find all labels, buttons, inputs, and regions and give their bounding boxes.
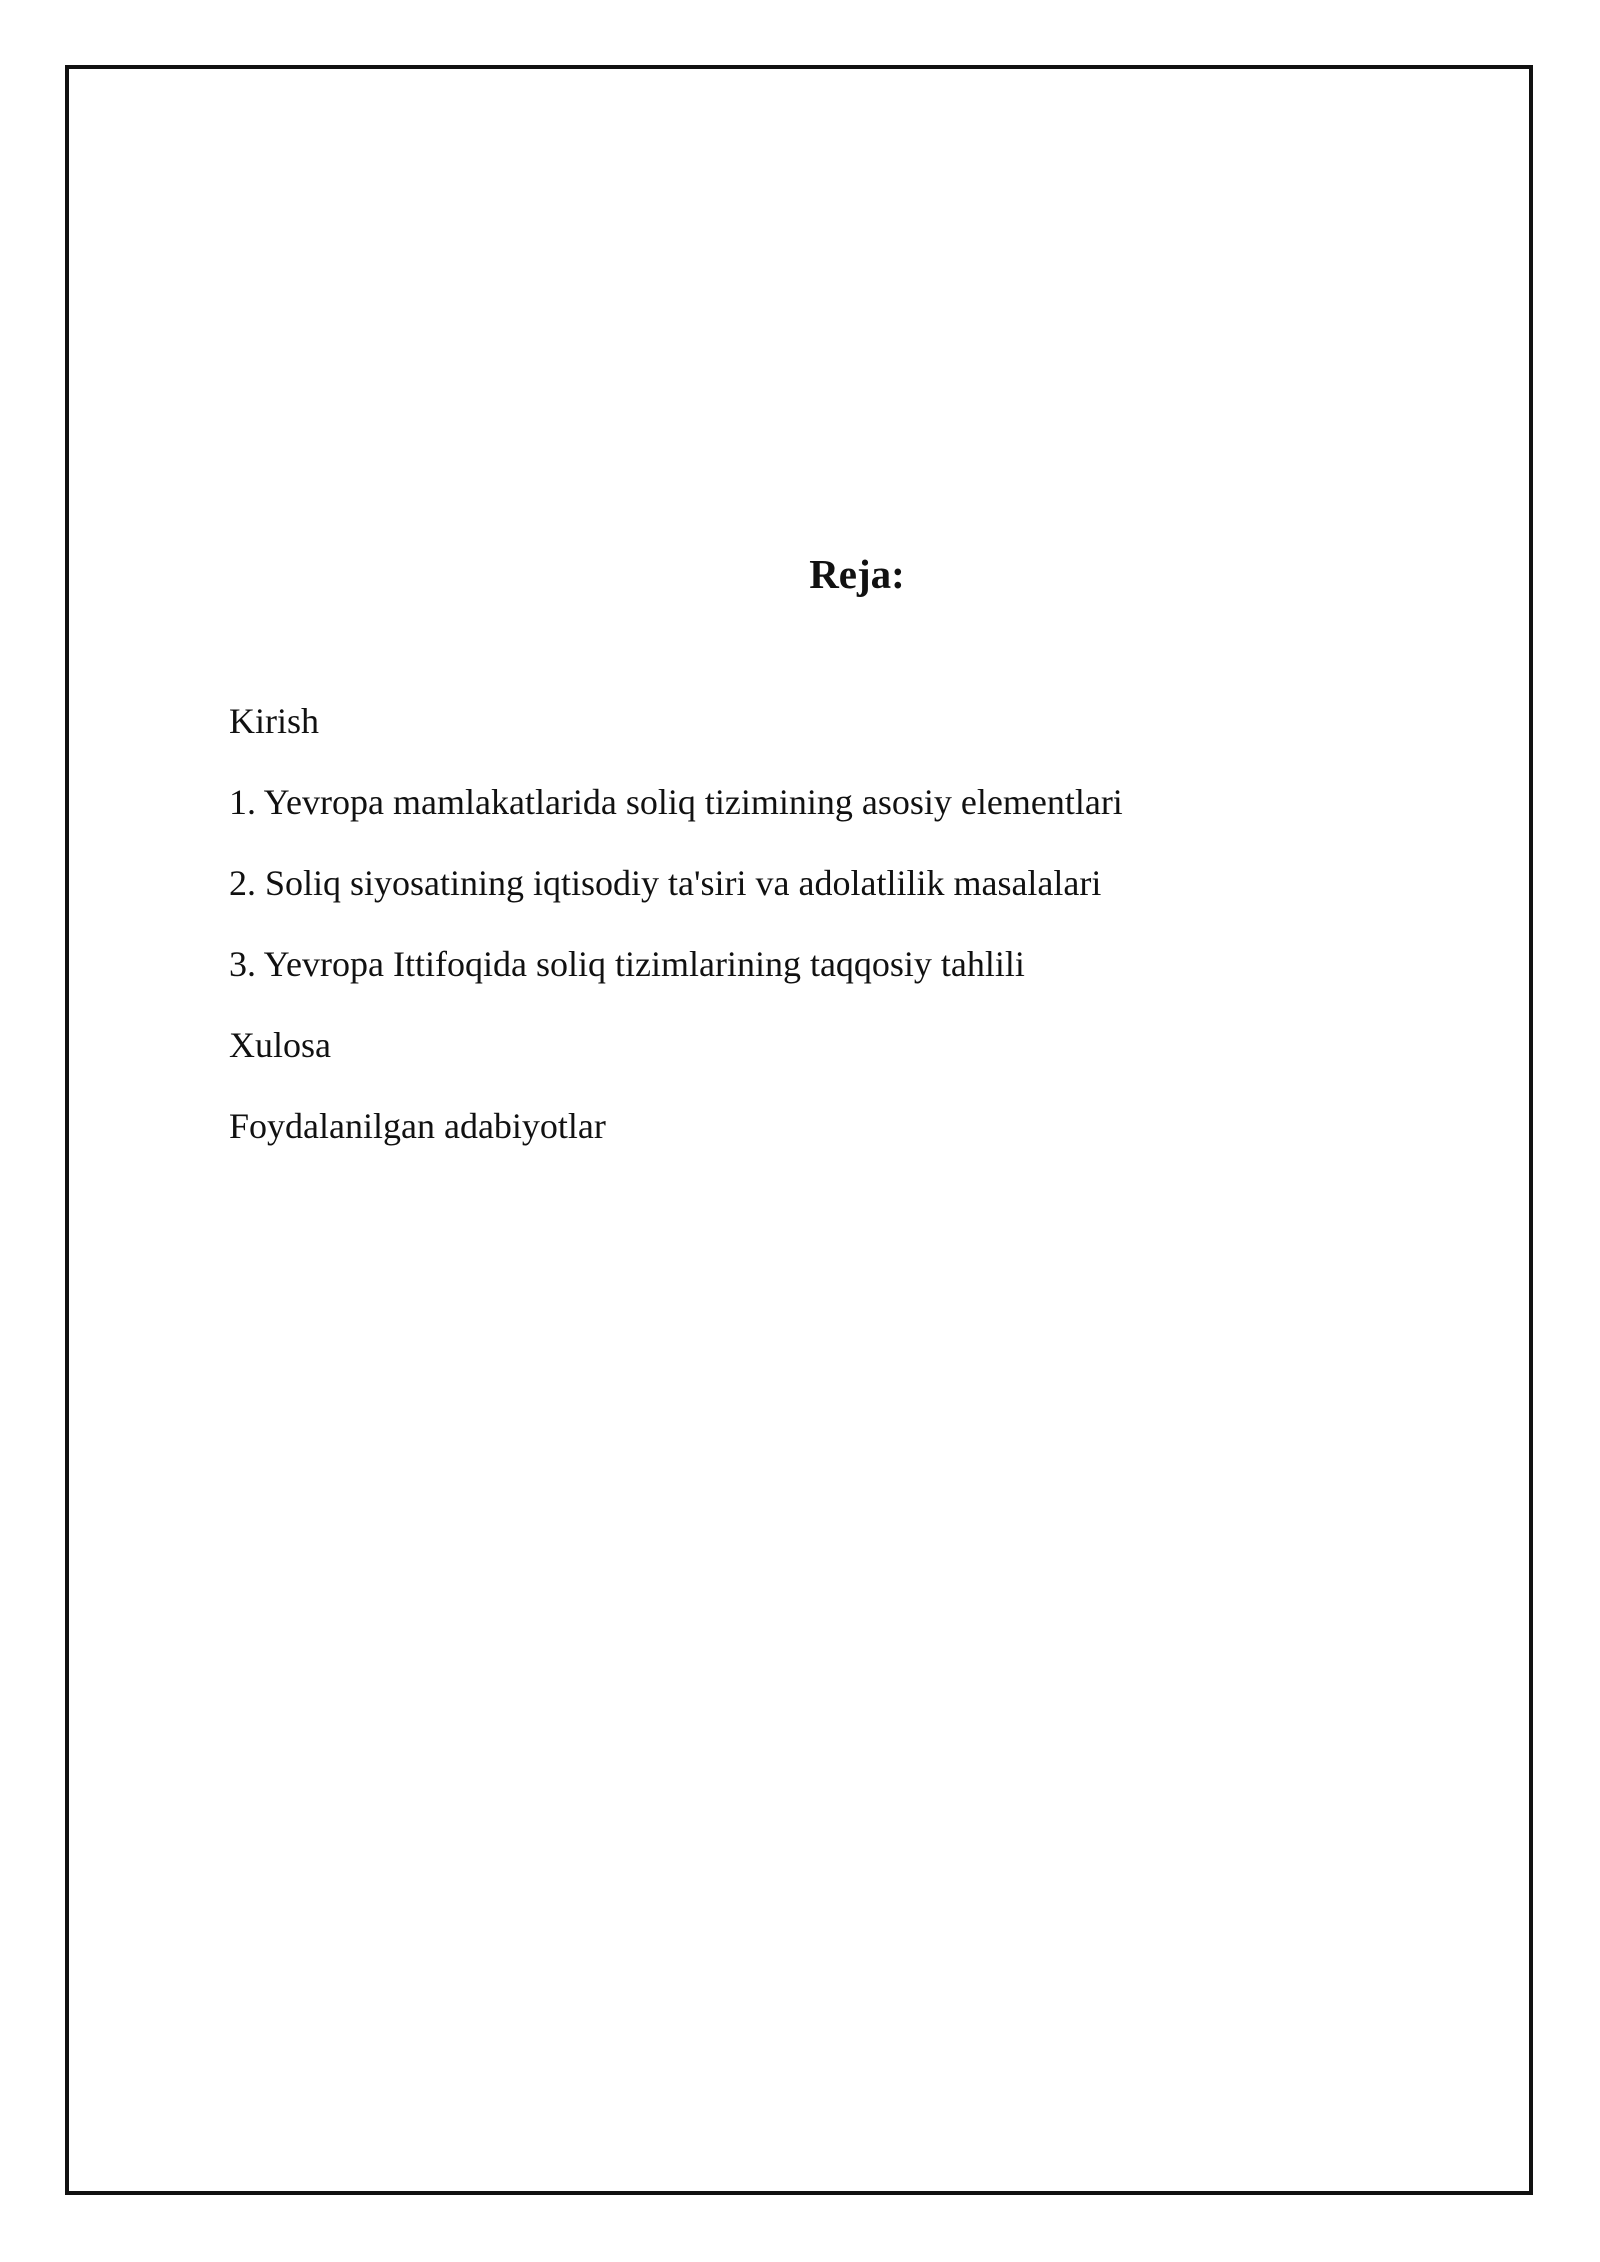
plan-list bbox=[229, 696, 1123, 1182]
plan-item-2: 2. Soliq siyosatining iqtisodiy ta'siri va adolatlilik masalalari bbox=[229, 863, 1102, 903]
plan-item-1: 1. Yevropa mamlakatlarida soliq tizimining asosiy elementlari bbox=[229, 782, 1123, 822]
plan-item-references: Foydalanilgan adabiyotlar bbox=[229, 1106, 606, 1146]
plan-title: Reja: bbox=[809, 551, 905, 597]
plan-item-conclusion: Xulosa bbox=[229, 1025, 331, 1065]
plan-item-3: 3. Yevropa Ittifoqida soliq tizimlarining taqqosiy tahlili bbox=[229, 944, 1025, 984]
plan-item-introduction: Kirish bbox=[229, 701, 319, 741]
